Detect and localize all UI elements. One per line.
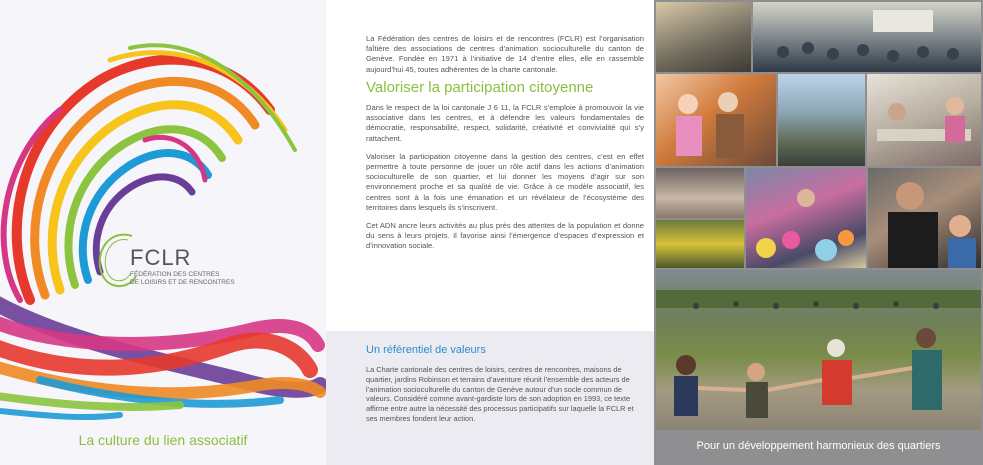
photo-panel	[654, 0, 983, 465]
assembly-crowd-graphic	[753, 2, 981, 72]
body-paragraph-1: Dans le respect de la loi cantonale J 6 11, la FCLR s’emploie à promouvoir la vie associative dans les centres, et à défendre les valeurs fondamentales de démocratie, responsabilité, respect, solidarité, créativité et convivialité qui s’y rattachent.	[366, 103, 644, 143]
crafting-graphic	[868, 168, 981, 268]
values-paragraph: La Charte cantonale des centres de loisirs, centres de rencontres, maisons de quartier, jardins Robinson et terrains d’aventure réunit l’ensemble des acteurs de l’animation socioculturelle du canton de Genève autour d’un socle commun de valeurs. Considéré comme avant-gardiste lors de son adoption en 1993, ce texte affirme entre autre la nécessité des processus participatifs sur laquelle la FCLR et ses membres fondent leur action.	[366, 365, 634, 423]
photo-street-market	[778, 74, 865, 166]
photo-children-signs	[656, 220, 744, 268]
balloons-graphic	[746, 168, 866, 268]
text-top-section	[366, 34, 644, 260]
photo-child-crafting	[868, 168, 981, 268]
logo-wordmark: FCLR	[130, 245, 192, 270]
section-heading: Valoriser la participation citoyenne	[366, 78, 594, 96]
cover-tagline: La culture du lien associatif	[78, 432, 248, 448]
photo-elderly-sofa	[656, 74, 776, 166]
photo-children-holding-hands	[656, 270, 981, 430]
holding-hands-graphic	[656, 270, 981, 430]
photo-children-stage	[656, 168, 744, 218]
cover-panel	[0, 0, 326, 465]
sofa-people-graphic	[656, 74, 776, 166]
logo-subtitle-line1: FÉDÉRATION DES CENTRES	[130, 271, 220, 278]
photo-party-balloons	[746, 168, 866, 268]
photo-pottery-workshop	[867, 74, 981, 166]
logo-subtitle-line2: DE LOISIRS ET DE RENCONTRES	[130, 279, 235, 286]
workshop-graphic	[867, 74, 981, 166]
values-heading: Un référentiel de valeurs	[366, 344, 486, 356]
photo-seniors-meeting	[656, 2, 751, 72]
photo-assembly-hall	[753, 2, 981, 72]
body-paragraph-2: Valoriser la participation citoyenne dans la gestion des centres, c’est en effet permettre à toute personne de jouer un rôle actif dans les actions d’animation socioculturelle de son quartier, et lui donner les moyens d’agir sur son environnement proche et sa qualité de vie. Grâce à ce modèle associatif, les centres sont à la fois une émanation et un révélateur de l’écosystème des territoires dans lesquels ils s’inscrivent.	[366, 151, 644, 212]
body-paragraph-3: Cet ADN ancre leurs activités au plus près des attentes de la population et donne du sens à leurs projets. Il favorise ainsi l’émergence d’espaces d’expression et d’innovation sociale.	[366, 221, 644, 251]
photos-caption: Pour un développement harmonieux des quartiers	[696, 440, 941, 452]
text-panel	[326, 0, 654, 465]
logo-subtitle	[130, 271, 240, 287]
intro-paragraph: La Fédération des centres de loisirs et de rencontres (FCLR) est l’organisation faîtière des associations de centres d’animation socioculturelle du canton de Genève. Fondée en 1971 à l’initiative de 14 d’entre elles, elle en rassemble aujourd’hui 45, toutes adhérentes de la charte cantonale.	[366, 34, 644, 74]
fclr-logo	[96, 232, 296, 292]
values-box	[326, 331, 654, 465]
